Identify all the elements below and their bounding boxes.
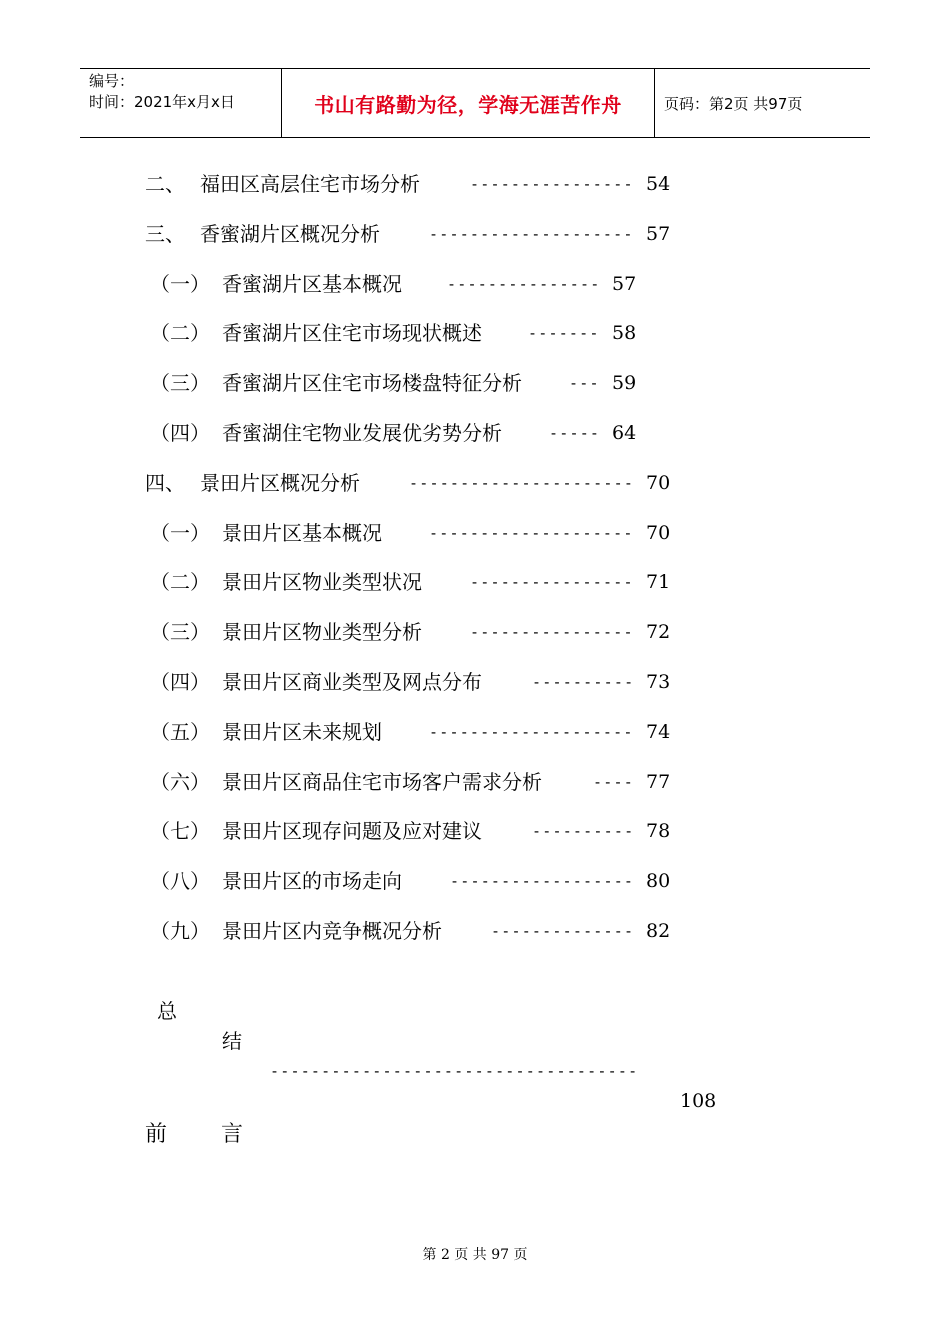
toc-dash-leader: ---------------- xyxy=(470,623,634,642)
toc-page-number: 58 xyxy=(612,322,637,345)
toc-entry-title: 香蜜湖片区概况分析 xyxy=(200,221,380,246)
toc-page-number: 70 xyxy=(646,521,671,544)
toc-entry-title: 福田区高层住宅市场分析 xyxy=(200,172,420,196)
toc-entry-title: 香蜜湖片区基本概况 xyxy=(222,271,402,296)
toc-entry-title: 景田片区未来规划 xyxy=(222,719,382,744)
toc-dash-leader: ------- xyxy=(528,324,600,343)
toc-page-number: 54 xyxy=(646,173,671,195)
toc-page-number: 64 xyxy=(612,422,637,444)
toc-page-number: 74 xyxy=(646,720,671,743)
toc-entry-number: 三、 xyxy=(145,221,185,246)
toc-page-number: 57 xyxy=(612,272,637,295)
toc-dash-leader: ---------- xyxy=(532,673,635,691)
toc-entry-number: （四） xyxy=(150,421,210,445)
toc-dash-leader: --- xyxy=(569,374,600,393)
page-header xyxy=(80,68,870,138)
toc-page-number: 70 xyxy=(646,471,671,494)
toc-page-number: 78 xyxy=(646,820,671,843)
toc-summary-char: 总 xyxy=(157,999,177,1023)
toc-entry-title: 景田片区的市场走向 xyxy=(222,869,402,894)
toc-entry-title: 景田片区概况分析 xyxy=(200,470,360,495)
toc-entry-title: 景田片区内竞争概况分析 xyxy=(222,919,442,943)
toc-summary-char: 结 xyxy=(222,1029,242,1053)
toc-dash-leader: ---------------------- xyxy=(409,473,635,492)
toc-summary-entry[interactable] xyxy=(0,966,717,1112)
toc-dash-leader: ----- xyxy=(549,424,601,442)
toc-dash-leader: -------------- xyxy=(491,922,635,940)
toc-entry-title: 香蜜湖片区住宅市场楼盘特征分析 xyxy=(222,371,522,396)
toc-entry-number: （三） xyxy=(150,371,210,396)
header-motto: 书山有路勤为径，学海无涯苦作舟 xyxy=(314,92,622,117)
toc-entry-title: 景田片区物业类型状况 xyxy=(222,570,422,595)
toc-dash-leader: ------------------------------------ xyxy=(270,1062,639,1080)
toc-page-number: 108 xyxy=(680,1090,717,1112)
toc-dash-leader: ---------- xyxy=(532,822,635,841)
toc-page-number: 73 xyxy=(646,671,671,693)
toc-dash-leader: ---------------- xyxy=(470,175,634,193)
toc-entry-title: 景田片区基本概况 xyxy=(222,520,382,545)
page-footer: 第 2 页 共 97 页 xyxy=(422,1247,528,1263)
toc-entry-number: （三） xyxy=(150,620,210,645)
foreword-char: 前 xyxy=(145,1122,168,1147)
toc-entry-number: （九） xyxy=(150,919,210,943)
toc-dash-leader: -------------------- xyxy=(429,722,634,741)
toc-entry-number: （七） xyxy=(150,819,210,844)
toc-dash-leader: -------------------- xyxy=(429,224,634,243)
toc-entry-number: 四、 xyxy=(145,470,185,495)
toc-entry-title: 景田片区商品住宅市场客户需求分析 xyxy=(222,769,542,794)
toc-page-number: 71 xyxy=(646,571,671,594)
toc-entry-number: （八） xyxy=(150,869,210,894)
header-page-label: 页码：第2页 共97页 xyxy=(664,94,803,113)
toc-entry-number: （四） xyxy=(150,670,210,694)
toc-entry-title: 香蜜湖片区住宅市场现状概述 xyxy=(222,321,482,346)
toc-page-number: 80 xyxy=(646,870,671,893)
toc-page-number: 59 xyxy=(612,372,637,395)
toc-dash-leader: ------------------ xyxy=(450,872,635,891)
toc-entry-title: 香蜜湖住宅物业发展优劣势分析 xyxy=(222,421,502,445)
number-label: 编号： xyxy=(89,72,135,90)
toc-dash-leader: -------------------- xyxy=(429,523,634,542)
toc-page-number: 77 xyxy=(646,770,671,793)
toc-entry-number: （一） xyxy=(150,520,210,545)
toc-entry-title: 景田片区物业类型分析 xyxy=(222,620,422,645)
header-divider xyxy=(654,69,655,137)
toc-page-number: 72 xyxy=(646,621,671,644)
toc-entry-number: （二） xyxy=(150,570,210,595)
date-label: 时间：2021年x月x日 xyxy=(89,93,235,111)
toc-dash-leader: ---- xyxy=(593,772,634,791)
toc-entry-number: （六） xyxy=(150,769,210,794)
toc-dash-leader: --------------- xyxy=(447,274,601,293)
toc-page-number: 57 xyxy=(646,222,671,245)
toc-entry-number: （一） xyxy=(150,271,210,296)
toc-entry-number: （五） xyxy=(150,719,210,744)
toc-entry-number: （二） xyxy=(150,321,210,346)
toc-entry-title: 景田片区现存问题及应对建议 xyxy=(222,819,482,844)
toc-entry-number: 二、 xyxy=(145,172,185,196)
foreword-char: 言 xyxy=(221,1122,244,1147)
header-meta xyxy=(89,71,281,113)
toc-page-number: 82 xyxy=(646,920,671,942)
toc-entry-title: 景田片区商业类型及网点分布 xyxy=(222,670,482,694)
toc-dash-leader: ---------------- xyxy=(470,573,634,592)
